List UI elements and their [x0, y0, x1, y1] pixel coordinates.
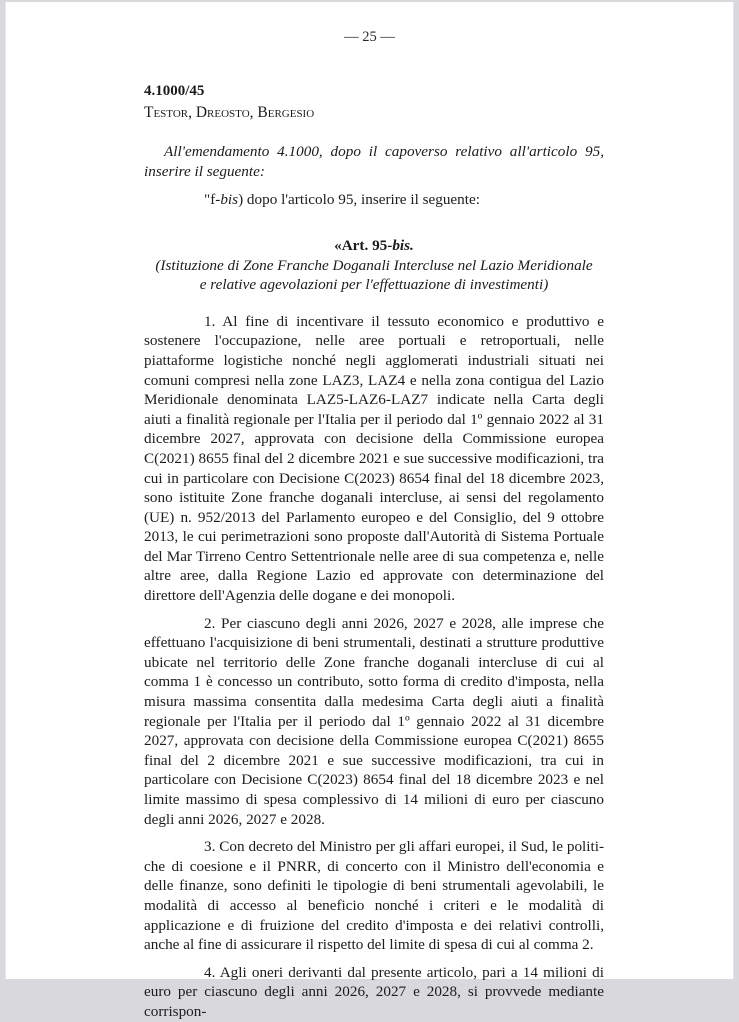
document-page	[5, 2, 734, 1020]
article-title-italic: bis.	[392, 236, 414, 254]
article-subtitle: (Istituzione di Zone Franche Doganali Intercluse nel Lazio Meridionale e relative agevolazioni per l'effettuazione di investimenti)	[155, 256, 593, 294]
amendment-code: 4.1000/45	[144, 83, 205, 99]
article-title	[144, 236, 604, 256]
amendment-intro: All'emendamento 4.1000, dopo il capoverso relativo all'articolo 95, inserire il seguente:	[144, 143, 604, 180]
fbis-instruction	[204, 190, 604, 210]
fbis-italic: bis	[220, 191, 239, 209]
article-paragraph-2: 2. Per ciascuno degli anni 2026, 2027 e 2028, alle imprese che effettuano l'acquisizione di beni strumentali, destinati a strutture produttive ubicate nel territorio delle Zone franche doganali intercluse di cui al comma 1 è concesso un contributo, sotto forma di credito d'imposta, nella misura massima consentita dalla medesima Carta degli aiuti a finalità regionale per l'Italia per il periodo dal 1º gennaio 2022 al 31 dicembre 2027, approvata con decisione della Commissione europea C(2021) 8655 final del 2 dicembre 2021 e sue successive modificazioni, tra cui in particolare con Decisione C(2023) 8654 final del 18 dicembre 2023 e nel limite massimo di spesa complessivo di 14 milioni di euro per ciascuno degli anni 2026, 2027 e 2028.	[144, 614, 604, 828]
fbis-suffix: ) dopo l'articolo 95, inserire il seguente:	[238, 191, 480, 209]
article-title-prefix: «Art. 95-	[334, 236, 393, 254]
article-paragraph-4: 4. Agli oneri derivanti dal presente articolo, pari a 14 milioni di euro per ciascuno degli anni 2026, 2027 e 2028, si provvede mediante corrispon-	[144, 963, 604, 1020]
amendment-content	[144, 82, 604, 1022]
article-paragraph-3: 3. Con decreto del Ministro per gli affari europei, il Sud, le politiche di coesione e il PNRR, di concerto con il Ministro dell'economia e delle finanze, sono definiti le tipologie di beni strumentali agevolabili, le modalità di accesso al beneficio nonché i criteri e le modalità di applicazione e di fruizione del credito d'imposta e dei relativi controlli, anche al fine di assicurare il rispetto del limite di spesa di cui al comma 2.	[144, 838, 604, 954]
article-paragraph-1: 1. Al fine di incentivare il tessuto economico e produttivo e sostenere l'occupazione, nelle aree portuali e retroportuali, nelle piattaforme logistiche nonché negli agglomerati industriali situati nei comuni compresi nella zone LAZ3, LAZ4 e nella zona contigua del Lazio Meridionale denominata LAZ5-LAZ6-LAZ7 indicate nella Carta degli aiuti a finalità regionale per l'Italia per il periodo dal 1º gennaio 2022 al 31 dicembre 2027, approvata con decisione della Commissione europea C(2021) 8655 final del 2 dicembre 2021 e sue successive modificazioni, tra cui in particolare con Decisione C(2023) 8654 final del 18 dicembre 2023, sono istituite Zone franche doganali intercluse, ai sensi del regolamento (UE) n. 952/2013 del Parlamento europeo e del Consiglio, del 9 ottobre 2013, le cui perimetrazioni sono proposte dall'Autorità di Sistema Portuale del Mar Tirreno Centro Settentrionale nelle aree di sua competenza e, nelle altre aree, dalla Regione Lazio ed approvate con determinazione del direttore dell'Agenzia delle dogane e dei monopoli.	[144, 312, 604, 605]
fbis-prefix: "f-	[204, 191, 221, 209]
amendment-authors: Testor, Dreosto, Bergesio	[144, 103, 315, 121]
page-number: — 25 —	[344, 29, 395, 45]
